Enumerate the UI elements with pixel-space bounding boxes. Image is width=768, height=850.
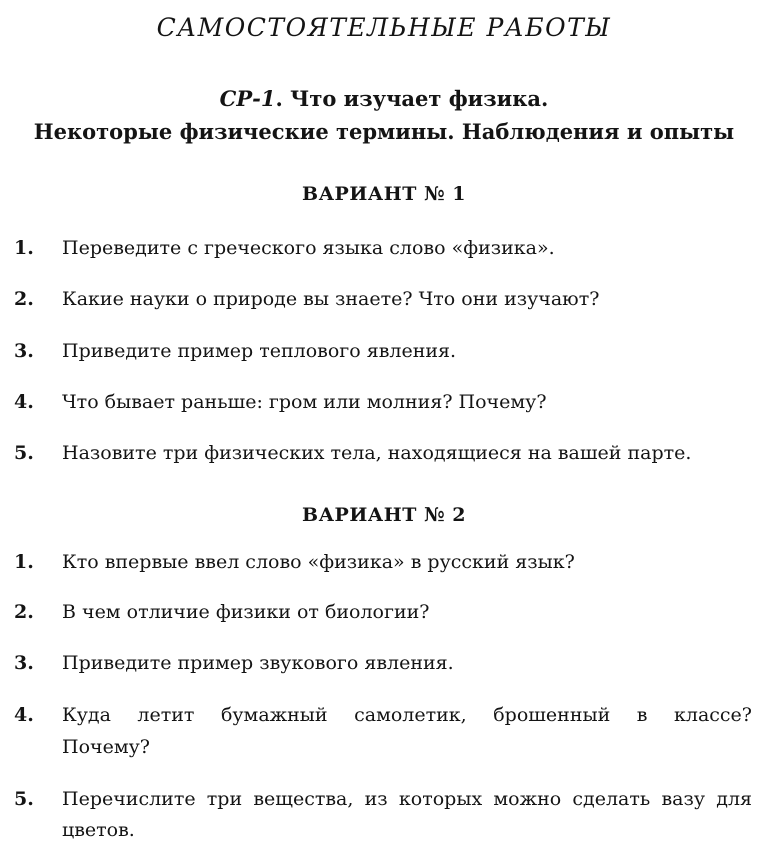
question-number: 1. [14, 551, 34, 573]
question-text: Какие науки о природе вы знаете? Что они изучают? [62, 288, 600, 310]
variant-1-heading: ВАРИАНТ № 1 [302, 183, 466, 205]
question-text-line-1: Куда летит бумажный самолетик, брошенный в классе? [62, 704, 752, 726]
question-number: 4. [14, 704, 34, 726]
work-title-line-1 [0, 83, 768, 115]
question-text: Приведите пример теплового явления. [62, 340, 457, 362]
question-text: Кто впервые ввел слово «физика» в русский язык? [62, 551, 575, 573]
question-v2-4-line-2: Почему? [62, 736, 150, 758]
question-number: 5. [14, 442, 34, 464]
question-number: 3. [14, 652, 34, 674]
variant-2-heading: ВАРИАНТ № 2 [302, 504, 466, 526]
question-text: Переведите с греческого языка слово «физика». [62, 237, 555, 259]
question-text: Назовите три физических тела, находящиеся на вашей парте. [62, 442, 692, 464]
section-heading: САМОСТОЯТЕЛЬНЫЕ РАБОТЫ [156, 13, 612, 42]
question-number: 5. [14, 788, 34, 810]
question-text: Что бывает раньше: гром или молния? Почему? [62, 391, 547, 413]
work-code: СР-1 [219, 86, 276, 111]
question-text: Приведите пример звукового явления. [62, 652, 454, 674]
question-text: В чем отличие физики от биологии? [62, 601, 430, 623]
question-v2-5-line-2: цветов. [62, 819, 135, 841]
question-number: 3. [14, 340, 34, 362]
work-title-rest: . Что изучает физика. [275, 86, 549, 111]
question-text-line-1: Перечислите три вещества, из которых можно сделать вазу для [62, 788, 752, 810]
question-number: 2. [14, 288, 34, 310]
work-title-line-2: Некоторые физические термины. Наблюдения и опыты [33, 119, 735, 144]
question-number: 2. [14, 601, 34, 623]
question-number: 4. [14, 391, 34, 413]
question-number: 1. [14, 237, 34, 259]
